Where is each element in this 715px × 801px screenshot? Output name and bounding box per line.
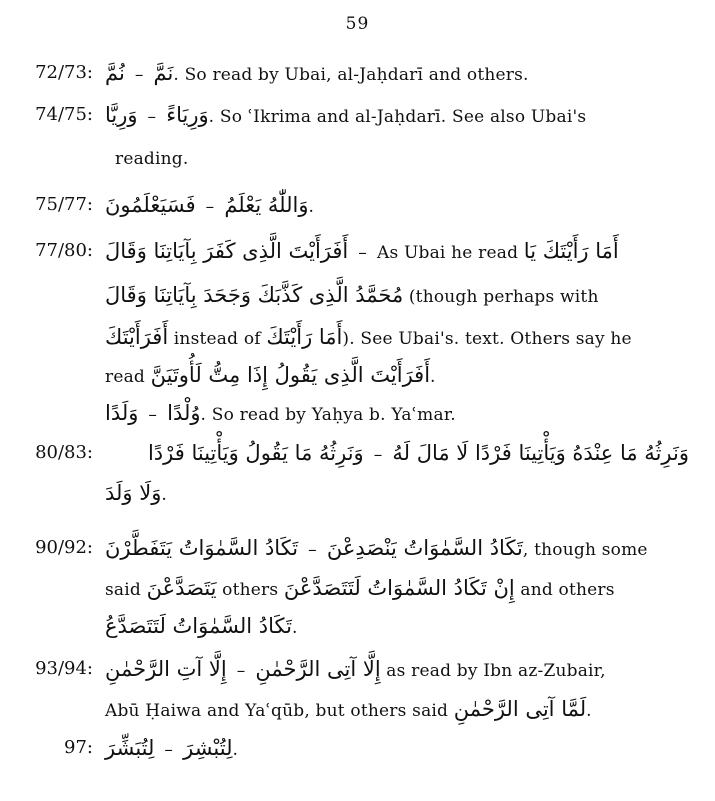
arabic-variant: تَكَادُ السَّمٰوَاتُ لَتَتَصَدَّعُ [105, 614, 292, 638]
arabic-variant: فَسَيَعْلَمُونَ [105, 193, 196, 217]
entry-line [105, 480, 167, 508]
entry-line [105, 613, 298, 641]
page-number: 59 [345, 14, 370, 34]
arabic-variant: نُمَّ [105, 61, 125, 85]
arabic-variant: إِنْ تَكَادُ السَّمٰوَاتُ لَتَتَصَدَّعْنَ [283, 576, 515, 600]
commentary-text: , though some [522, 540, 648, 560]
arabic-variant: أَفَرَأَيْتَ الَّذِى كَفَرَ بِآيَاتِنَا وَقَالَ [105, 239, 349, 263]
dash-separator: – [134, 65, 144, 85]
verse-label: 72/73: [35, 62, 93, 83]
arabic-reading: وَاللّٰهُ يَعْلَمُ [224, 193, 309, 217]
arabic-variant: وَنَرِثُهُ مَا يَقُولُ وَيَأْتِينَا فَرْدًا [147, 441, 364, 465]
entry-line [105, 735, 238, 763]
commentary-text: and others [520, 580, 615, 600]
arabic-variant: إِلَّا آتِ الرَّحْمٰنِ [105, 657, 227, 681]
commentary-text: . [232, 740, 239, 760]
commentary-text: ). See Ubai's. text. Others say he [342, 329, 632, 349]
entry-line [105, 324, 632, 352]
commentary-text: as read by Ibn az-Zubair, [386, 661, 606, 681]
commentary-text: . So read by Yaḥya b. Yaʿmar. [200, 405, 456, 425]
entry-line [105, 102, 586, 130]
entry-line [105, 282, 599, 310]
commentary-text: (though perhaps with [408, 287, 599, 307]
commentary-text: . [586, 701, 592, 721]
entry-line [105, 400, 456, 428]
commentary-text: others [222, 580, 279, 600]
entry-line [105, 535, 648, 563]
commentary-text: . So read by Ubai, al-Jaḥdarī and others. [173, 65, 529, 85]
entry-line [105, 192, 314, 220]
dash-separator: – [205, 197, 215, 217]
entry-line [105, 656, 606, 684]
dash-separator: – [148, 405, 158, 425]
commentary-text: As Ubai he read [376, 243, 519, 263]
arabic-variant: تَكَادُ السَّمٰوَاتُ يَتَفَطَّرْنَ [105, 536, 299, 560]
arabic-variant: وَرِيَّا [105, 103, 138, 127]
verse-label: 93/94: [35, 658, 93, 679]
entry-line [105, 362, 436, 390]
dash-separator: – [358, 243, 367, 263]
arabic-variant: لِتُبَشِّرَ [105, 736, 155, 760]
commentary-text: said [105, 580, 141, 600]
dash-separator: – [164, 740, 174, 760]
arabic-reading: تَكَادُ السَّمٰوَاتُ يَنْصَدِعْنَ [326, 536, 523, 560]
arabic-reading: أَفَرَأَيْتَ الَّذِى يَقُولُ إِذَا مِتُّ لَأُوتَيَنَّ [150, 363, 431, 387]
commentary-text: . [291, 618, 298, 638]
arabic-reading: إِلَّا آتِى الرَّحْمٰنِ [255, 657, 381, 681]
verse-label: 75/77: [35, 194, 93, 215]
arabic-reading: مُحَمَّدُ الَّذِى كَذَّبَكَ وَجَحَدَ بِآيَاتِنَا وَقَالَ [105, 283, 404, 307]
commentary-text: instead of [173, 329, 261, 349]
entry-line [105, 60, 529, 88]
arabic-reading: وَلَا وَلَدَ [105, 481, 162, 505]
arabic-variant: أَفَرَأَيْتَكَ [105, 325, 169, 349]
arabic-variant: يَتَصَدَّعْنَ [146, 576, 217, 600]
arabic-reading: وُلْدًا [167, 401, 201, 425]
arabic-variant: لَمَّا آتِى الرَّحْمٰنِ [453, 697, 587, 721]
verse-label: 77/80: [35, 240, 93, 261]
arabic-reading: لِتُبْشِرَ [183, 736, 233, 760]
commentary-text: read [105, 367, 146, 387]
verse-label: 74/75: [35, 104, 93, 125]
verse-label: 97: [64, 737, 93, 758]
arabic-reading: نَمَّ [153, 61, 174, 85]
entry-line [115, 146, 188, 172]
commentary-text: . [308, 197, 315, 217]
verse-label: 80/83: [35, 442, 93, 463]
dash-separator: – [236, 661, 246, 681]
verse-label: 90/92: [35, 537, 93, 558]
commentary-text: Abū Ḥaiwa and Yaʿqūb, but others said [105, 701, 449, 721]
arabic-reading: أَمَا رَأَيْتَكَ [266, 325, 343, 349]
arabic-reading: وَرِيَاءً [166, 103, 209, 127]
dash-separator: – [147, 107, 157, 127]
arabic-reading: وَنَرِثُهُ مَا عِنْدَهُ وَيَأْتِينَا فَرْدًا لَا مَالَ لَهُ [392, 441, 689, 465]
commentary-text: . So ʿIkrima and al-Jaḥdarī. See also Ubai's [208, 107, 587, 127]
commentary-text: . [161, 485, 167, 505]
dash-separator: – [308, 540, 317, 560]
dash-separator: – [373, 445, 383, 465]
entry-line [105, 575, 615, 603]
entry-line [105, 238, 619, 266]
arabic-variant: وَلَدًا [105, 401, 139, 425]
entry-line [105, 696, 592, 724]
commentary-text: . [430, 367, 436, 387]
entry-line [105, 440, 689, 468]
commentary-text: reading. [115, 149, 189, 169]
arabic-reading: أَمَا رَأَيْتَكَ يَا [523, 239, 619, 263]
